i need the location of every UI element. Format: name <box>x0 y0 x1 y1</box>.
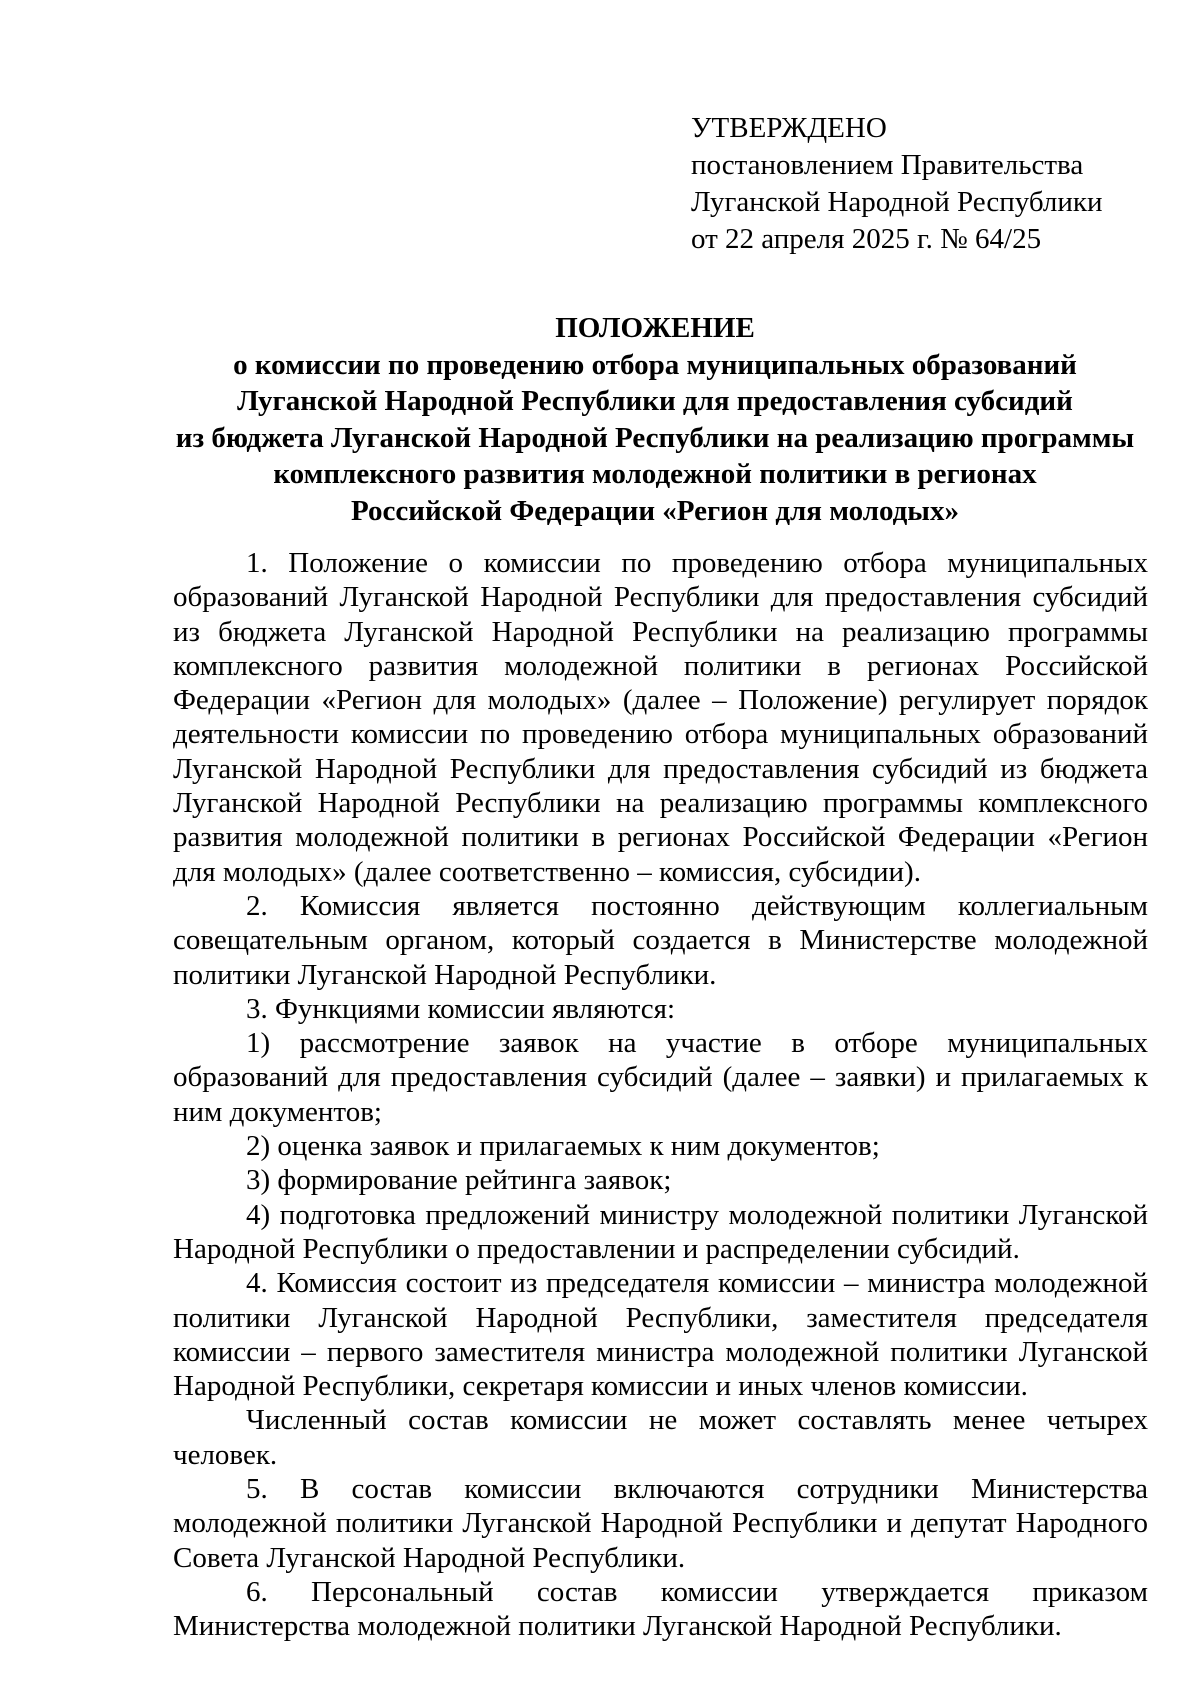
approval-heading: УТВЕРЖДЕНО <box>691 112 887 144</box>
paragraph-1: 1. Положение о комиссии по проведению отбора муниципальных образований Луганской Народной Республики для предоставления субсидий из бюджета Луганской Народной Республики на реализацию программы комплексного развития молодежной политики в регионах Российской Федерации «Регион для молодых» (далее – Положение) регулирует порядок деятельности комиссии по проведению отбора муниципальных образований Луганской Народной Республики для предоставления субсидий из бюджета Луганской Народной Республики на реализацию программы комплексного развития молодежной политики в регионах Российской Федерации «Регион для молодых» (далее соответственно – комиссия, субсидии). <box>173 547 1148 888</box>
document-subtitle-line: Российской Федерации «Регион для молодых» <box>351 494 959 527</box>
document-subtitle-line: из бюджета Луганской Народной Республики на реализацию программы <box>175 421 1135 454</box>
paragraph-4: 4. Комиссия состоит из председателя комиссии – министра молодежной политики Луганской Народной Республики, заместителя председателя комиссии – первого заместителя министра молодежной политики Луганской Народной Республики, секретаря комиссии и иных членов комиссии. <box>173 1267 1148 1403</box>
list-item-3: 3) формирование рейтинга заявок; <box>246 1164 672 1197</box>
paragraph-6: 6. Персональный состав комиссии утверждается приказом Министерства молодежной политики Луганской Народной Республики. <box>173 1575 1148 1643</box>
document-body <box>173 546 1148 1644</box>
paragraph-4-note: Численный состав комиссии не может составлять менее четырех человек. <box>173 1404 1148 1471</box>
list-item-4: 4) подготовка предложений министру молодежной политики Луганской Народной Республики о предоставлении и распределении субсидий. <box>173 1198 1148 1265</box>
document-subtitle-line: о комиссии по проведению отбора муниципальных образований <box>233 348 1077 381</box>
list-item-2: 2) оценка заявок и прилагаемых к ним документов; <box>246 1130 880 1163</box>
approval-resolution: постановлением Правительства <box>691 149 1084 181</box>
paragraph-2: 2. Комиссия является постоянно действующим коллегиальным совещательным органом, который создается в Министерстве молодежной политики Луганской Народной Республики. <box>173 889 1148 991</box>
list-item-1: 1) рассмотрение заявок на участие в отборе муниципальных образований для предоставления субсидий (далее – заявки) и прилагаемых к ним документов; <box>173 1027 1148 1128</box>
document-subtitle-line: Луганской Народной Республики для предоставления субсидий <box>237 385 1073 417</box>
document-subtitle-line: комплексного развития молодежной политики в регионах <box>273 458 1037 490</box>
paragraph-3: 3. Функциями комиссии являются: <box>246 992 676 1025</box>
approval-date-number: от 22 апреля 2025 г. № 64/25 <box>691 223 1042 255</box>
document-title-block <box>150 310 1160 529</box>
document-title: ПОЛОЖЕНИЕ <box>555 312 755 344</box>
approval-authority: Луганской Народной Республики <box>691 186 1103 218</box>
approval-stamp-block <box>691 110 1103 258</box>
paragraph-5: 5. В состав комиссии включаются сотрудники Министерства молодежной политики Луганской Народной Республики и депутат Народного Совета Луганской Народной Республики. <box>173 1473 1148 1574</box>
